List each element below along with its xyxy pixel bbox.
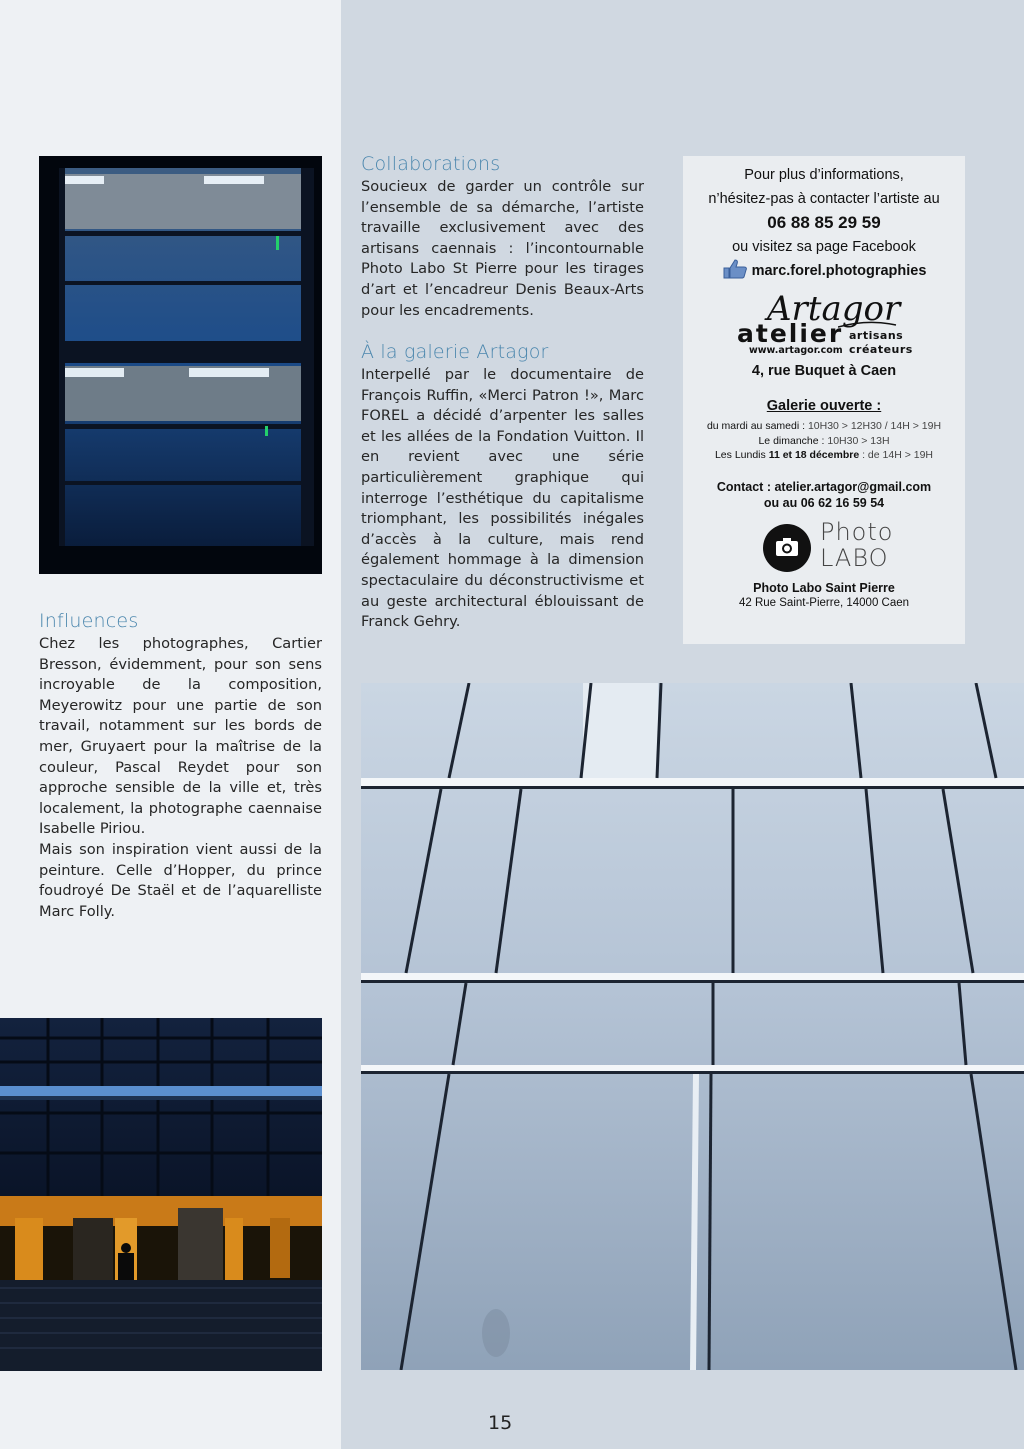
influences-body bbox=[39, 634, 322, 922]
info-line-3: ou visitez sa page Facebook bbox=[732, 239, 916, 255]
contact-row bbox=[683, 479, 965, 496]
hours-2-label: Le dimanche : bbox=[758, 434, 825, 447]
facebook-row[interactable] bbox=[683, 259, 965, 287]
hours-row-3 bbox=[683, 448, 965, 463]
blue-glass-illustration bbox=[39, 156, 322, 574]
hours-1-value: 10H30 > 12H30 / 14H > 19H bbox=[807, 420, 942, 432]
galerie-ouverte-title: Galerie ouverte : bbox=[766, 398, 882, 414]
hours-3-label: Les Lundis bbox=[714, 449, 766, 461]
labo-labo-word: LABO bbox=[820, 543, 889, 572]
artagor-atelier: atelier bbox=[737, 319, 844, 348]
galerie-title: À la galerie Artagor bbox=[361, 341, 549, 363]
artagor-site: www.artagor.com bbox=[749, 345, 843, 356]
artagor-script: Artagor bbox=[767, 289, 901, 329]
info-box bbox=[683, 156, 965, 644]
hours-row-1 bbox=[683, 419, 965, 434]
contact-block bbox=[683, 479, 965, 512]
glass-facade-illustration bbox=[361, 683, 1024, 1370]
photo-glass-facade bbox=[361, 683, 1024, 1370]
artist-phone: 06 88 85 29 59 bbox=[767, 213, 881, 232]
info-line-1: Pour plus d’informations, bbox=[744, 167, 904, 183]
influences-paragraph-2: Mais son inspiration vient aussi de la peinture. Celle d’Hopper, du prince foudroyé De Staël et de l’aquarelliste Marc Folly. bbox=[39, 840, 322, 920]
facebook-page-link[interactable]: marc.forel.photographies bbox=[751, 263, 927, 279]
photo-labo-logo bbox=[683, 518, 965, 580]
hours-2-value: 10H30 > 13H bbox=[827, 434, 890, 447]
contact-email[interactable]: atelier.artagor@gmail.com bbox=[774, 479, 932, 494]
night-building-illustration bbox=[0, 1018, 322, 1371]
gallery-address: 4, rue Buquet à Caen bbox=[751, 363, 897, 379]
hours-3-days: 11 et 18 décembre bbox=[768, 449, 860, 461]
labo-address: 42 Rue Saint-Pierre, 14000 Caen bbox=[738, 596, 910, 609]
artagor-createurs: créateurs bbox=[849, 343, 913, 356]
influences-title: Influences bbox=[39, 610, 139, 632]
page-number: 15 bbox=[488, 1412, 513, 1434]
collaborations-title: Collaborations bbox=[361, 153, 501, 175]
labo-name: Photo Labo Saint Pierre bbox=[753, 580, 895, 595]
artagor-logo bbox=[683, 289, 965, 369]
contact-label: Contact : bbox=[716, 479, 771, 494]
hours-3-value: : de 14H > 19H bbox=[862, 449, 934, 461]
galerie-body: Interpellé par le documentaire de François Ruffin, «Merci Patron !», Marc FOREL a décidé d’arpenter les salles et les allées de la Fondation Vuitton. Il en revient avec une série particulièrement graphique qui interroge l’esthétique du capitalisme triomphant, les possibilités inégales d’accès à la culture, mais rend également hommage à la dimension spectaculaire du déconstructivisme et au geste architectural éblouissant de Franck Gehry. bbox=[361, 366, 644, 631]
photo-blue-glass-facade bbox=[39, 156, 322, 574]
contact-phone: ou au 06 62 16 59 54 bbox=[763, 496, 885, 510]
camera-icon bbox=[763, 524, 811, 572]
collaborations-body: Soucieux de garder un contrôle sur l’ensemble de sa démarche, l’artiste travaille exclusivement avec des artisans caennais : l’incontournable Photo Labo St Pierre pour les tirages d’art et l’encadreur Denis Beaux-Arts pour les encadrements. bbox=[361, 178, 644, 319]
info-line-2: n’hésitez-pas à contacter l’artiste au bbox=[708, 191, 940, 207]
influences-paragraph-1: Chez les photographes, Cartier Bresson, évidemment, pour son sens incroyable de la composition, Meyerowitz pour une partie de son travail, notamment sur les bords de mer, Gruyaert pour la maîtrise de la couleur, Pascal Reydet pour son approche sensible de la ville et, très localement, la photographe caennaise Isabelle Piriou. bbox=[39, 635, 322, 838]
hours-row-2 bbox=[683, 434, 965, 449]
facebook-like-icon bbox=[722, 259, 748, 287]
labo-photo-word: Photo bbox=[820, 517, 894, 546]
photo-night-building bbox=[0, 1018, 322, 1371]
artagor-artisans: artisans bbox=[849, 329, 904, 342]
hours-1-label: du mardi au samedi : bbox=[706, 420, 806, 432]
